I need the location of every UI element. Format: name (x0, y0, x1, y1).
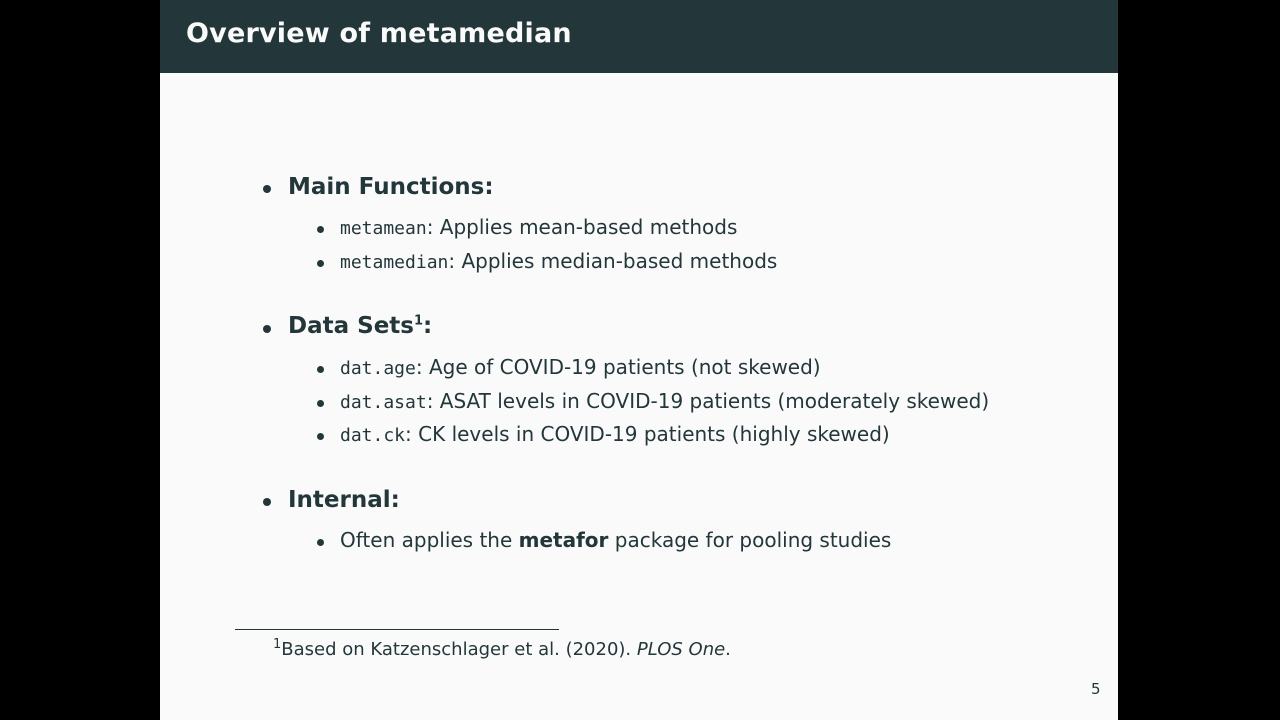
slide-title: Overview of metamedian (186, 18, 572, 49)
list-item: metamean: Applies mean-based methods (340, 215, 738, 239)
bullet-icon (263, 498, 271, 506)
package-name: metafor (518, 528, 609, 552)
bullet-icon (317, 260, 324, 267)
list-item: metamedian: Applies median-based methods (340, 249, 778, 273)
footnote: $^1$Based on Katzenschlager et al. (2020). PLOS One. (273, 637, 731, 660)
bullet-icon (317, 433, 324, 440)
slide (160, 0, 1118, 720)
bullet-icon (263, 185, 271, 193)
list-item: dat.age: Age of COVID-19 patients (not skewed) (340, 355, 821, 379)
section-heading-data-sets: Data Sets$^1$: (288, 313, 433, 339)
footnote-mark: 1 (413, 313, 424, 329)
bullet-icon (317, 400, 324, 407)
list-item: dat.ck: CK levels in COVID-19 patients (highly skewed) (340, 422, 890, 446)
footnote-rule (235, 629, 559, 630)
list-item: Often applies the metafor package for pooling studies (340, 528, 892, 552)
section-heading-main-functions: Main Functions: (288, 174, 494, 200)
list-item: dat.asat: ASAT levels in COVID-19 patients (moderately skewed) (340, 389, 990, 413)
bullet-icon (317, 539, 324, 546)
page-number: 5 (1091, 680, 1101, 698)
title-bar (160, 0, 1118, 73)
bullet-icon (317, 366, 324, 373)
bullet-icon (317, 226, 324, 233)
section-heading-internal: Internal: (288, 487, 400, 513)
bullet-icon (263, 325, 271, 333)
